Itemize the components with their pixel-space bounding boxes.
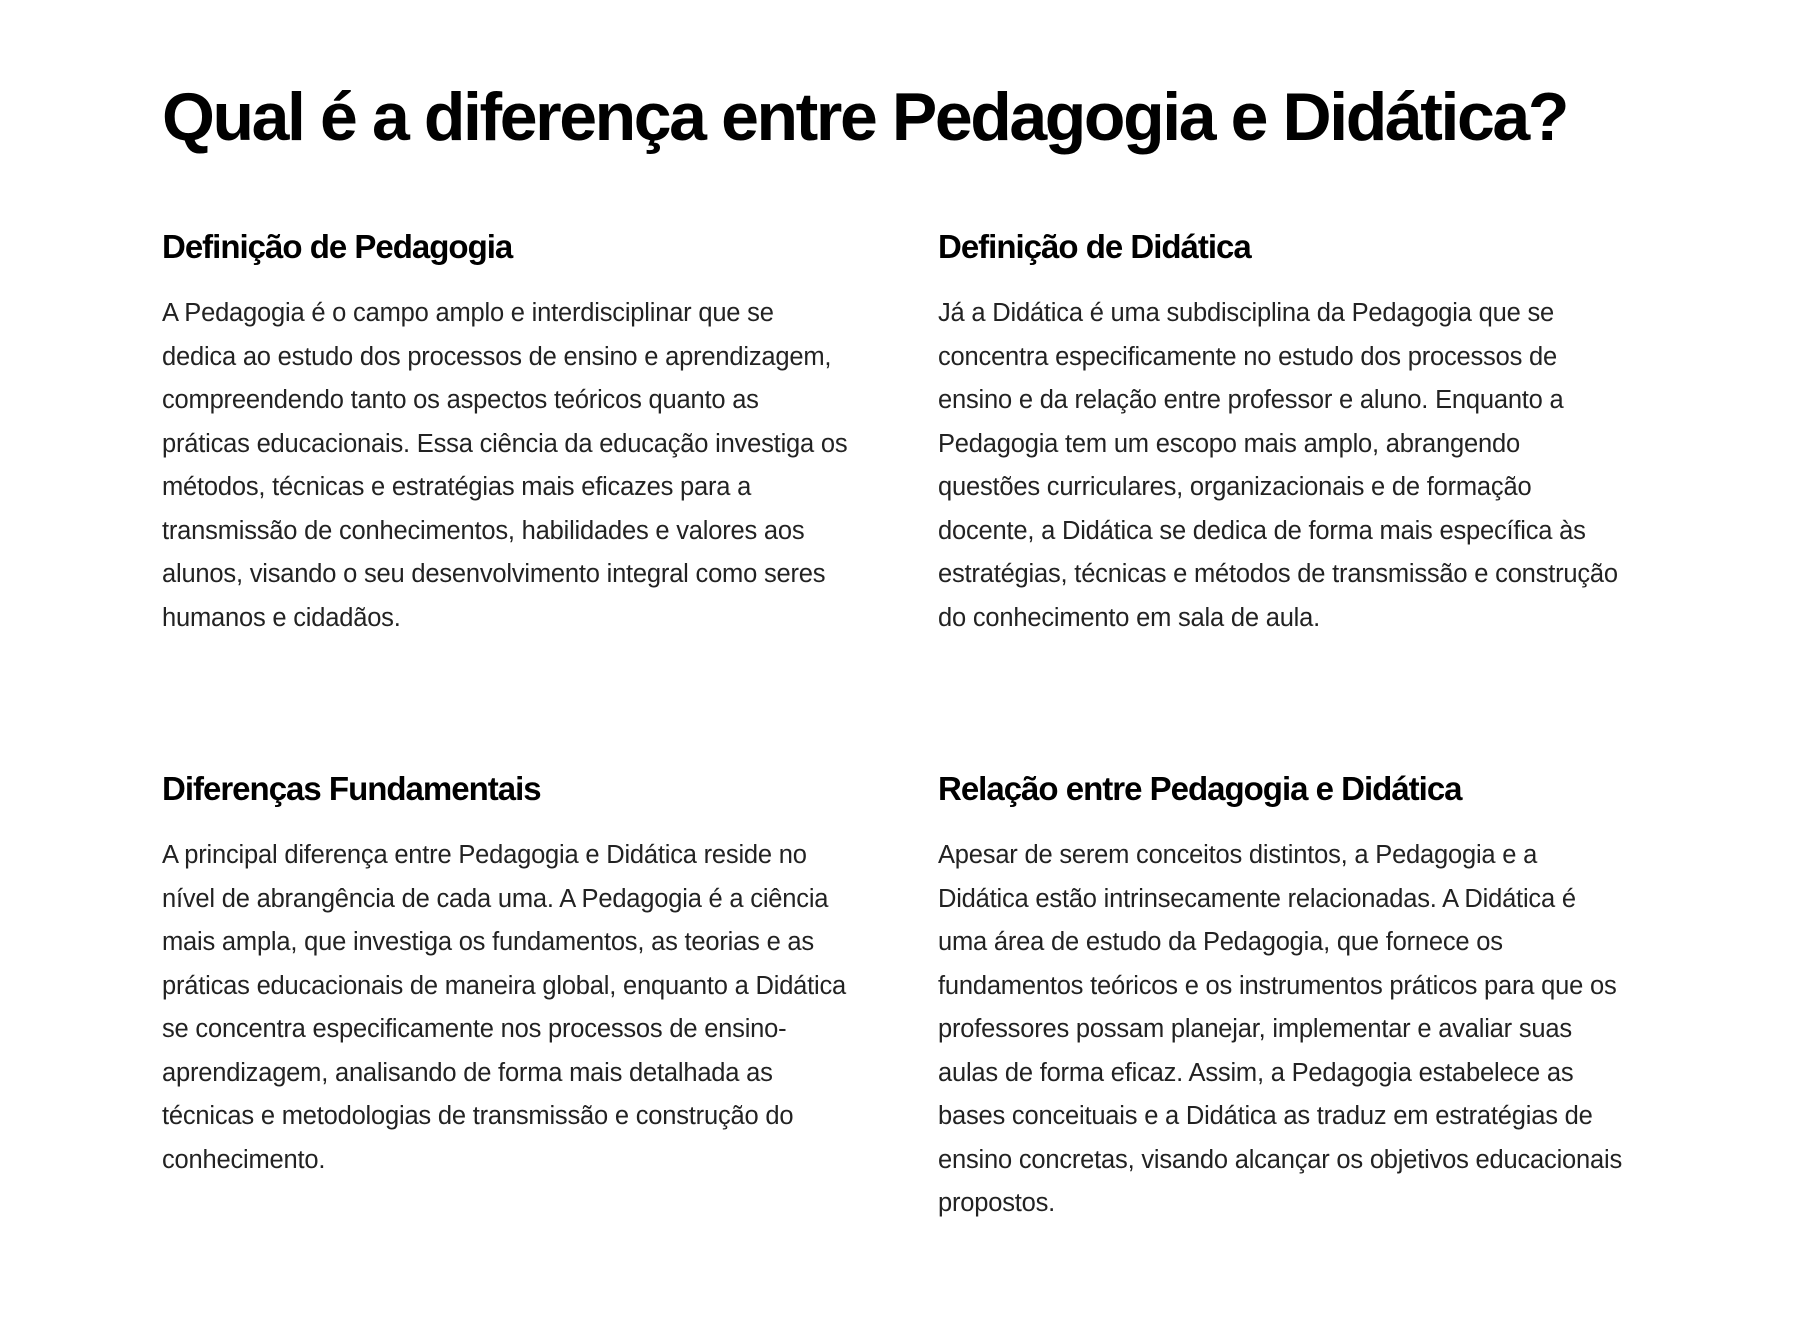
section-relacao-pedagogia-didatica	[938, 768, 1628, 1226]
section-heading: Relação entre Pedagogia e Didática	[938, 770, 1462, 807]
section-body: Já a Didática é uma subdisciplina da Pedagogia que se concentra especificamente no estudo dos processos de ensino e da relação entre professor e aluno. Enquanto a Pedagogia tem um escopo mais amplo, abrangendo questões curriculares, organizacionais e de formação docente, a Didática se dedica de forma mais específica às estratégias, técnicas e métodos de transmissão e construção do conhecimento em sala de aula.	[938, 299, 1618, 632]
section-definicao-pedagogia	[162, 226, 852, 640]
section-heading: Diferenças Fundamentais	[162, 770, 541, 807]
page-content	[162, 76, 1662, 1217]
section-heading: Definição de Didática	[938, 228, 1251, 265]
section-body: A principal diferença entre Pedagogia e Didática reside no nível de abrangência de cada uma. A Pedagogia é a ciência mais ampla, que investiga os fundamentos, as teorias e as práticas educacionais de maneira global, enquanto a Didática se concentra especificamente nos processos de ensino-aprendizagem, analisando de forma mais detalhada as técnicas e metodologias de transmissão e construção do conhecimento.	[162, 841, 847, 1174]
section-body: Apesar de serem conceitos distintos, a Pedagogia e a Didática estão intrinsecamente relacionadas. A Didática é uma área de estudo da Pedagogia, que fornece os fundamentos teóricos e os instrumentos práticos para que os professores possam planejar, implementar e avaliar suas aulas de forma eficaz. Assim, a Pedagogia estabelece as bases conceituais e a Didática as traduz em estratégias de ensino concretas, visando alcançar os objetivos educacionais propostos.	[938, 841, 1622, 1217]
section-definicao-didatica	[938, 226, 1628, 640]
section-diferencas-fundamentais	[162, 768, 852, 1182]
page-title: Qual é a diferença entre Pedagogia e Didática?	[162, 79, 1567, 155]
section-heading: Definição de Pedagogia	[162, 228, 513, 265]
section-body: A Pedagogia é o campo amplo e interdisciplinar que se dedica ao estudo dos processos de ensino e aprendizagem, compreendendo tanto os aspectos teóricos quanto as práticas educacionais. Essa ciência da educação investiga os métodos, técnicas e estratégias mais eficazes para a transmissão de conhecimentos, habilidades e valores aos alunos, visando o seu desenvolvimento integral como seres humanos e cidadãos.	[162, 299, 848, 632]
